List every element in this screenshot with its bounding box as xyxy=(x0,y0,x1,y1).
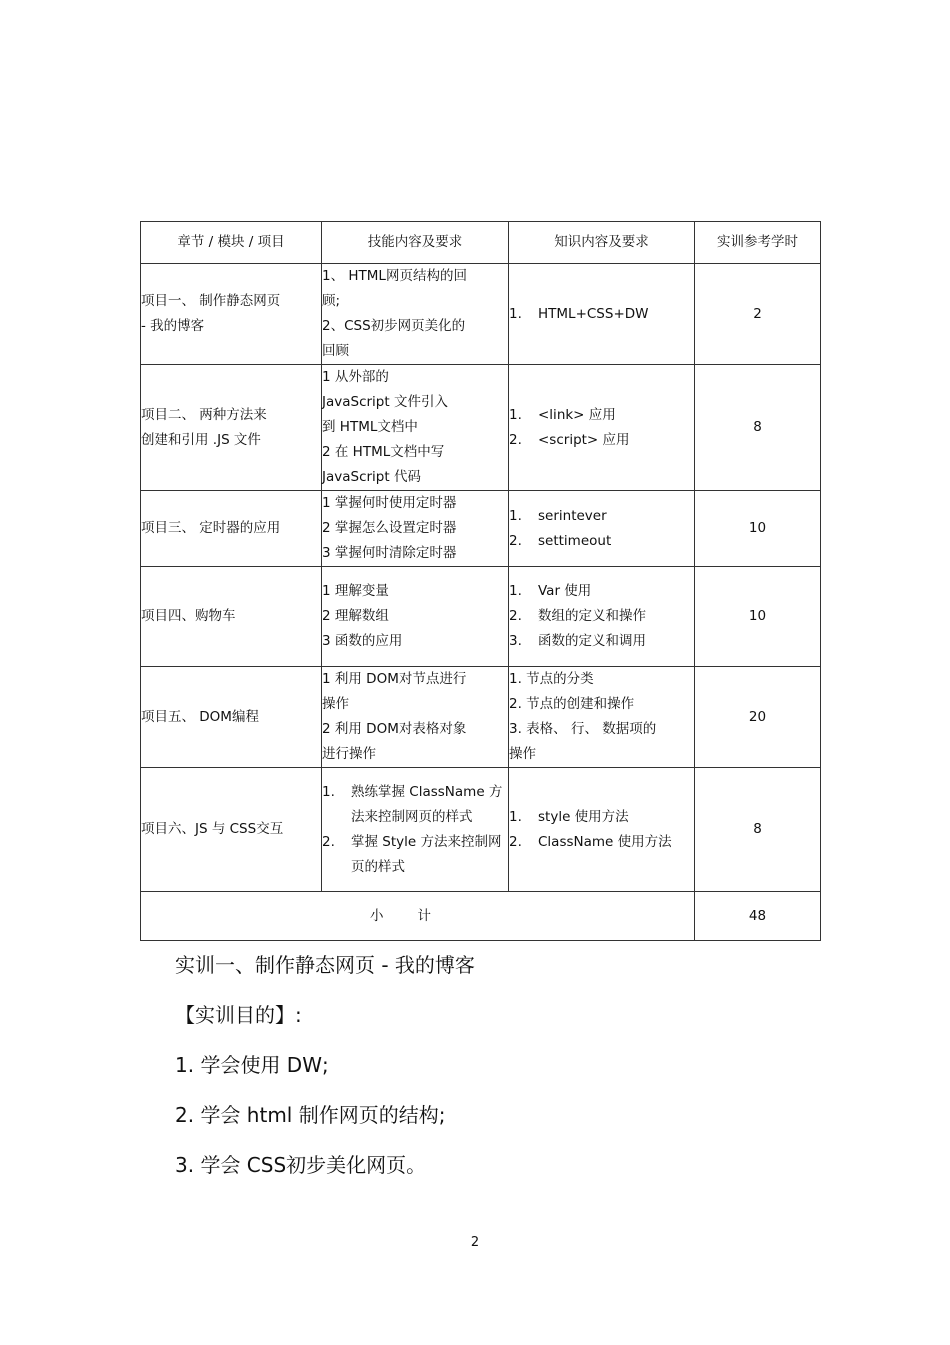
list-item: 2. ClassName 使用方法 xyxy=(509,833,672,850)
knowledge-cell xyxy=(509,567,695,667)
total-label: 小计 xyxy=(141,892,695,941)
section-title: 实训一、制作静态网页 - 我的博客 xyxy=(175,953,475,977)
project-name: 项目三、 定时器的应用 xyxy=(141,491,322,567)
hours-cell: 10 xyxy=(695,567,821,667)
knowledge-cell xyxy=(509,365,695,491)
project-name: 项目四、购物车 xyxy=(141,567,322,667)
total-row xyxy=(141,892,821,941)
skills-cell xyxy=(322,768,509,892)
hours-cell: 20 xyxy=(695,667,821,768)
list-item: 1. Var 使用 xyxy=(509,583,592,599)
header-chapter: 章节 / 模块 / 项目 xyxy=(141,222,322,264)
header-hours: 实训参考学时 xyxy=(695,222,821,264)
list-item: 1. style 使用方法 xyxy=(509,808,629,825)
knowledge-cell xyxy=(509,768,695,892)
project-name: 项目一、 制作静态网页 - 我的博客 xyxy=(141,264,322,365)
hours-cell: 8 xyxy=(695,365,821,491)
knowledge-cell xyxy=(509,264,695,365)
course-table xyxy=(140,221,821,941)
hours-cell: 2 xyxy=(695,264,821,365)
objective-heading: 【实训目的】: xyxy=(175,1003,302,1027)
table-row xyxy=(141,264,821,365)
table-row xyxy=(141,491,821,567)
list-item: 1. HTML+CSS+DW xyxy=(509,305,649,322)
knowledge-cell xyxy=(509,491,695,567)
list-item: 2. settimeout xyxy=(509,532,612,549)
table-header-row xyxy=(141,222,821,264)
table-row xyxy=(141,768,821,892)
objective-item: 3. 学会 CSS初步美化网页。 xyxy=(175,1153,427,1177)
table-row xyxy=(141,365,821,491)
list-item: 1. <link> 应用 xyxy=(509,406,616,423)
page-number: 2 xyxy=(470,1235,480,1250)
skills-cell: 1 理解变量 2 理解数组 3 函数的应用 xyxy=(322,567,509,667)
objective-item: 1. 学会使用 DW; xyxy=(175,1053,329,1077)
list-item: 2. <script> 应用 xyxy=(509,431,630,448)
list-item: 2. 数组的定义和操作 xyxy=(509,608,646,624)
skills-cell: 1、 HTML网页结构的回 顾; 2、CSS初步网页美化的 回顾 xyxy=(322,264,509,365)
header-knowledge: 知识内容及要求 xyxy=(509,222,695,264)
table-row xyxy=(141,567,821,667)
project-name: 项目二、 两种方法来 创建和引用 .JS 文件 xyxy=(141,365,322,491)
skills-cell: 1 掌握何时使用定时器 2 掌握怎么设置定时器 3 掌握何时清除定时器 xyxy=(322,491,509,567)
hours-cell: 8 xyxy=(695,768,821,892)
skills-cell: 1 从外部的 JavaScript 文件引入 到 HTML文档中 2 在 HTML文档中写 JavaScript 代码 xyxy=(322,365,509,491)
knowledge-cell: 1. 节点的分类 2. 节点的创建和操作 3. 表格、 行、 数据项的 操作 xyxy=(509,667,695,768)
list-item: 2. 掌握 Style 方法来控制网页的样式 xyxy=(322,833,502,875)
header-skills: 技能内容及要求 xyxy=(322,222,509,264)
project-name: 项目六、JS 与 CSS交互 xyxy=(141,768,322,892)
project-name: 项目五、 DOM编程 xyxy=(141,667,322,768)
list-item: 1. serintever xyxy=(509,507,607,524)
skills-cell: 1 利用 DOM对节点进行 操作 2 利用 DOM对表格对象 进行操作 xyxy=(322,667,509,768)
total-value: 48 xyxy=(695,892,821,941)
table-row xyxy=(141,667,821,768)
objective-item: 2. 学会 html 制作网页的结构; xyxy=(175,1103,446,1127)
hours-cell: 10 xyxy=(695,491,821,567)
list-item: 1. 熟练掌握 ClassName 方法来控制网页的样式 xyxy=(322,783,503,825)
list-item: 3. 函数的定义和调用 xyxy=(509,633,646,649)
